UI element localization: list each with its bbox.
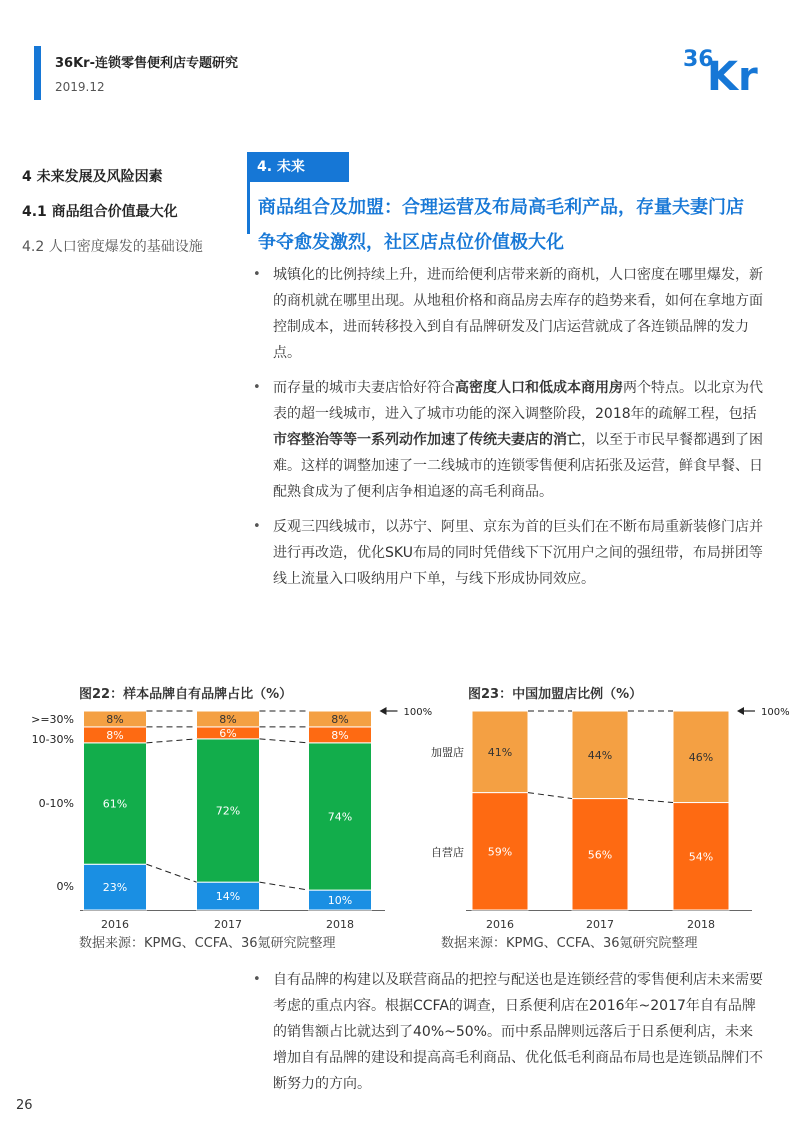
series-label: 加盟店 xyxy=(431,746,464,759)
x-tick-label: 2017 xyxy=(586,918,614,931)
annotation-100: 100% xyxy=(403,707,433,718)
section-tag: 4. 未来 xyxy=(247,152,349,182)
bullet-paragraph xyxy=(250,967,765,1097)
data-label: 8% xyxy=(219,712,237,726)
nav-item-future[interactable]: 4 未来发展及风险因素 xyxy=(22,169,163,185)
nav-item-product-mix[interactable]: 4.1 商品组合价值最大化 xyxy=(22,204,178,220)
bullet-list-bottom xyxy=(250,967,765,1106)
data-label: 23% xyxy=(102,881,128,895)
bullet-paragraph xyxy=(250,375,765,505)
bullet-paragraph xyxy=(250,262,765,366)
bullet-dot-icon: • xyxy=(253,380,261,395)
report-title: 36Kr-连锁零售便利店专题研究 xyxy=(55,56,238,71)
x-tick-label: 2016 xyxy=(101,918,129,931)
data-label: 74% xyxy=(327,810,353,824)
connector-line xyxy=(628,799,673,803)
36kr-logo xyxy=(683,40,767,96)
series-label: >=30% xyxy=(31,713,74,726)
chart23-franchise-share xyxy=(400,700,794,935)
svg-text:36: 36 xyxy=(683,47,714,72)
data-label: 8% xyxy=(331,712,349,726)
connector-line xyxy=(147,864,197,882)
svg-text:Kr: Kr xyxy=(707,54,758,96)
bullet-text: 反观三四线城市，以苏宁、阿里、京东为首的巨头们在不断布局重新装修门店并进行再改造，优化SKU布局的同时凭借线下下沉用户之间的强纽带，布局拼团等线上流量入口吸纳用户下单，与线下形成协同效应。 xyxy=(273,519,763,587)
data-label: 8% xyxy=(106,712,124,726)
x-tick-label: 2017 xyxy=(214,918,242,931)
bullet-paragraph xyxy=(250,514,765,592)
bullet-text: 自有品牌的构建以及联营商品的把控与配送也是连锁经营的零售便利店未来需要考虑的重点内容。根据CCFA的调查，日系便利店在2016年~2017年自有品牌的销售额占比就达到了40%~50%。而中系品牌则远落后于日系便利店，未来增加自有品牌的建设和提高高毛利商品、优化低毛利商品布局也是连锁品牌们不断努力的方向。 xyxy=(273,972,763,1092)
data-label: 59% xyxy=(487,845,513,859)
series-label: 0-10% xyxy=(38,797,74,810)
connector-line xyxy=(260,739,309,743)
bullet-text: 城镇化的比例持续上升，进而给便利店带来新的商机，人口密度在哪里爆发，新的商机就在哪里出现。从地租价格和商品房去库存的趋势来看，如何在拿地方面控制成本，进而转移投入到自有品牌研发及门店运营就成了各连锁品牌的发力点。 xyxy=(273,267,763,361)
bullet-bold-text: 高密度人口和低成本商用房 xyxy=(455,380,623,396)
nav-item-population-density[interactable]: 4.2 人口密度爆发的基础设施 xyxy=(22,239,203,255)
connector-line xyxy=(528,793,572,799)
data-label: 10% xyxy=(327,894,353,908)
data-label: 6% xyxy=(219,726,237,740)
data-label: 8% xyxy=(331,728,349,742)
arrow-left-icon xyxy=(737,707,744,715)
x-tick-label: 2018 xyxy=(687,918,715,931)
connector-line xyxy=(147,739,197,743)
bullet-text: 而存量的城市夫妻店恰好符合 xyxy=(273,380,455,396)
bullet-dot-icon: • xyxy=(253,972,261,987)
chart22-title: 图22：样本品牌自有品牌占比（%） xyxy=(79,687,293,702)
data-label: 54% xyxy=(688,850,714,864)
header-accent-bar xyxy=(34,46,41,100)
data-label: 8% xyxy=(106,728,124,742)
data-label: 56% xyxy=(587,848,613,862)
chart23-title: 图23：中国加盟店比例（%） xyxy=(468,687,643,702)
annotation-100: 100% xyxy=(761,707,790,718)
section-heading: 商品组合及加盟：合理运营及布局高毛利产品，存量夫妻门店争夺愈发激烈，社区店点位价值极大化 xyxy=(258,197,744,253)
connector-line xyxy=(260,882,309,890)
bullet-dot-icon: • xyxy=(253,267,261,282)
data-label: 72% xyxy=(215,804,241,818)
series-label: 0% xyxy=(56,880,74,893)
chart22-own-brand-share xyxy=(0,700,440,935)
data-label: 14% xyxy=(215,890,241,904)
bullet-text: ，以至于市民早餐都遇到了困难。这样的调整加速了一二线城市的连锁零售便利店拓张及运营，鲜食早餐、日配熟食成为了便利店争相追逐的高毛利商品。 xyxy=(273,432,763,500)
data-label: 44% xyxy=(587,748,613,762)
x-tick-label: 2016 xyxy=(486,918,514,931)
data-label: 41% xyxy=(487,745,513,759)
x-tick-label: 2018 xyxy=(326,918,354,931)
arrow-left-icon xyxy=(380,707,387,715)
section-nav xyxy=(22,160,247,265)
chart23-source: 数据来源：KPMG、CCFA、36氪研究院整理 xyxy=(441,936,698,951)
page-number: 26 xyxy=(16,1098,33,1113)
chart22-source: 数据来源：KPMG、CCFA、36氪研究院整理 xyxy=(79,936,336,951)
series-label: 10-30% xyxy=(31,733,74,746)
section-tag-line xyxy=(247,182,250,234)
bullet-list xyxy=(250,262,765,601)
bullet-dot-icon: • xyxy=(253,519,261,534)
data-label: 46% xyxy=(688,750,714,764)
series-label: 自营店 xyxy=(431,846,464,859)
bullet-bold-text: 市容整治等等一系列动作加速了传统夫妻店的消亡 xyxy=(273,432,581,448)
data-label: 61% xyxy=(102,797,128,811)
report-date: 2019.12 xyxy=(55,80,105,94)
bullet-text: 两个特点。以北京为代表的超一线城市，进入了城市功能的深入调整阶段，2018年的疏解工程，包括 xyxy=(273,380,763,422)
